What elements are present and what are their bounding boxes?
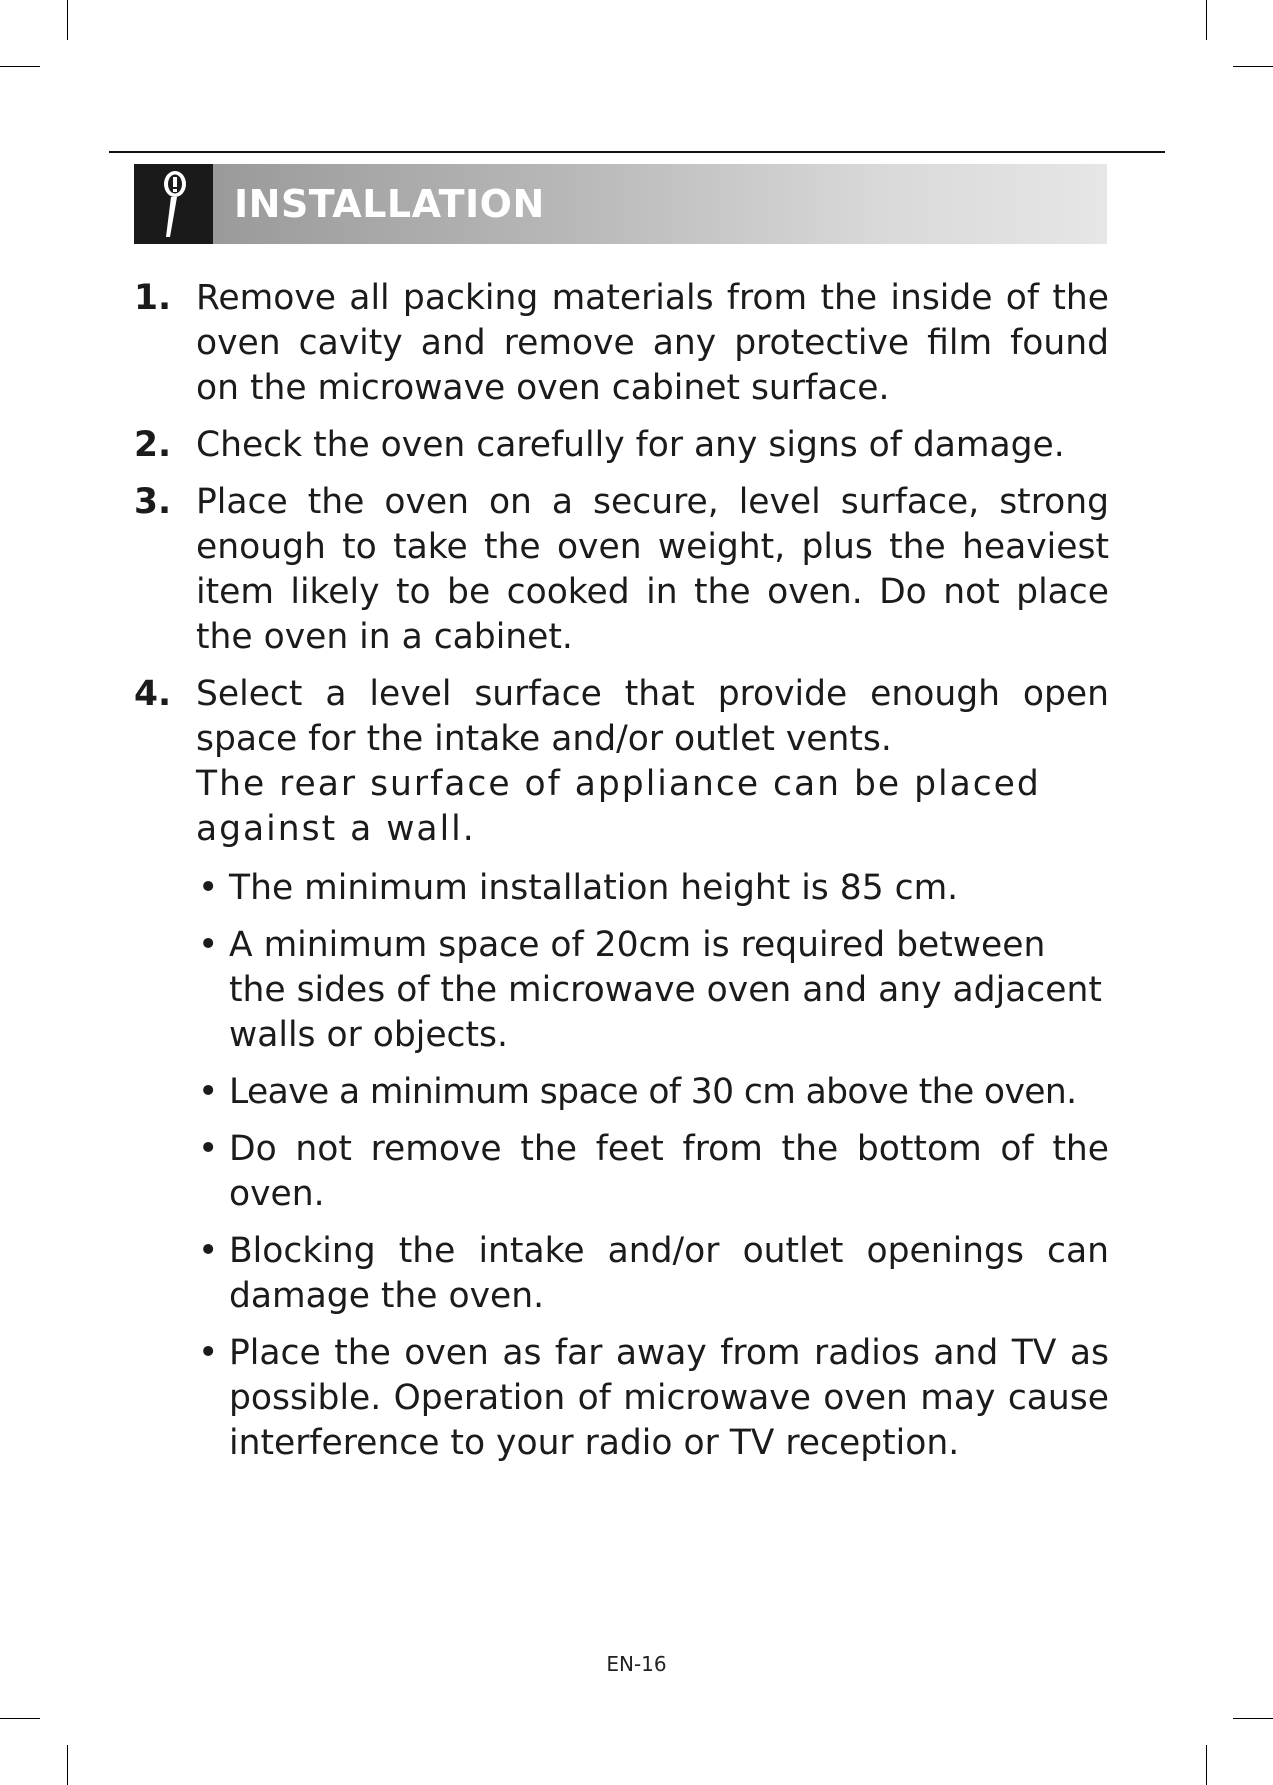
crop-mark xyxy=(67,1745,68,1785)
step-2 xyxy=(134,423,1109,468)
page-number: EN-16 xyxy=(606,1652,667,1676)
crop-mark xyxy=(1233,66,1273,67)
step-body xyxy=(196,423,1109,468)
crop-mark xyxy=(67,0,68,40)
page-title: INSTALLATION xyxy=(234,182,545,226)
step-1 xyxy=(134,276,1109,411)
step-number: 2. xyxy=(134,425,172,465)
step-text: Remove all packing materials from the inside of the oven cavity and remove any protective film found on the microwave oven cabinet surface. xyxy=(196,278,1109,408)
step-text: Check the oven carefully for any signs of damage. xyxy=(196,425,1065,465)
list-item xyxy=(196,1127,1109,1217)
step-3 xyxy=(134,480,1109,660)
header-icon-box xyxy=(134,164,213,244)
header-rule xyxy=(109,151,1165,153)
crop-mark xyxy=(1206,0,1207,40)
list-item xyxy=(196,1229,1109,1319)
list-item-text: Do not remove the feet from the bottom of the oven. xyxy=(229,1129,1109,1214)
bullet-icon: • xyxy=(198,1231,219,1271)
list-item xyxy=(196,923,1109,1058)
list-item xyxy=(196,866,1109,911)
list-item-text: Blocking the intake and/or outlet openings can damage the oven. xyxy=(229,1231,1109,1316)
crop-mark xyxy=(1206,1745,1207,1785)
section-header xyxy=(134,164,1107,244)
step-text: Place the oven on a secure, level surface, strong enough to take the oven weight, plus the heaviest item likely to be cooked in the oven. Do not place the oven in a cabinet. xyxy=(196,482,1109,657)
step-4 xyxy=(134,672,1109,1478)
bullet-icon: • xyxy=(198,1129,219,1169)
list-item xyxy=(196,1331,1109,1466)
list-item-text: Leave a minimum space of 30 cm above the oven. xyxy=(229,1072,1077,1112)
step-body xyxy=(196,480,1109,660)
step-text: The rear surface of appliance can be placed against a wall. xyxy=(196,764,1041,849)
step-body xyxy=(196,276,1109,411)
list-item xyxy=(196,1070,1109,1115)
list-item-text: The minimum installation height is 85 cm. xyxy=(229,868,959,908)
exclamation-probe-icon xyxy=(157,169,191,239)
crop-mark xyxy=(1233,1718,1273,1719)
crop-mark xyxy=(0,66,40,67)
step-body xyxy=(196,672,1109,1478)
bullet-icon: • xyxy=(198,868,219,908)
header-title-box xyxy=(213,164,1107,244)
bullet-icon: • xyxy=(198,1072,219,1112)
requirements-list xyxy=(196,866,1109,1466)
step-number: 4. xyxy=(134,674,172,714)
list-item-text: A minimum space of 20cm is required between the sides of the microwave oven and any adjacent walls or objects. xyxy=(229,925,1102,1055)
step-number: 3. xyxy=(134,482,172,522)
bullet-icon: • xyxy=(198,925,219,965)
step-number: 1. xyxy=(134,278,172,318)
list-item-text: Place the oven as far away from radios and TV as possible. Operation of microwave oven may cause interference to your radio or TV reception. xyxy=(229,1333,1109,1463)
bullet-icon: • xyxy=(198,1333,219,1373)
instructions xyxy=(134,276,1109,1490)
step-text: Select a level surface that provide enough open space for the intake and/or outlet vents. xyxy=(196,674,1109,759)
crop-mark xyxy=(0,1718,40,1719)
